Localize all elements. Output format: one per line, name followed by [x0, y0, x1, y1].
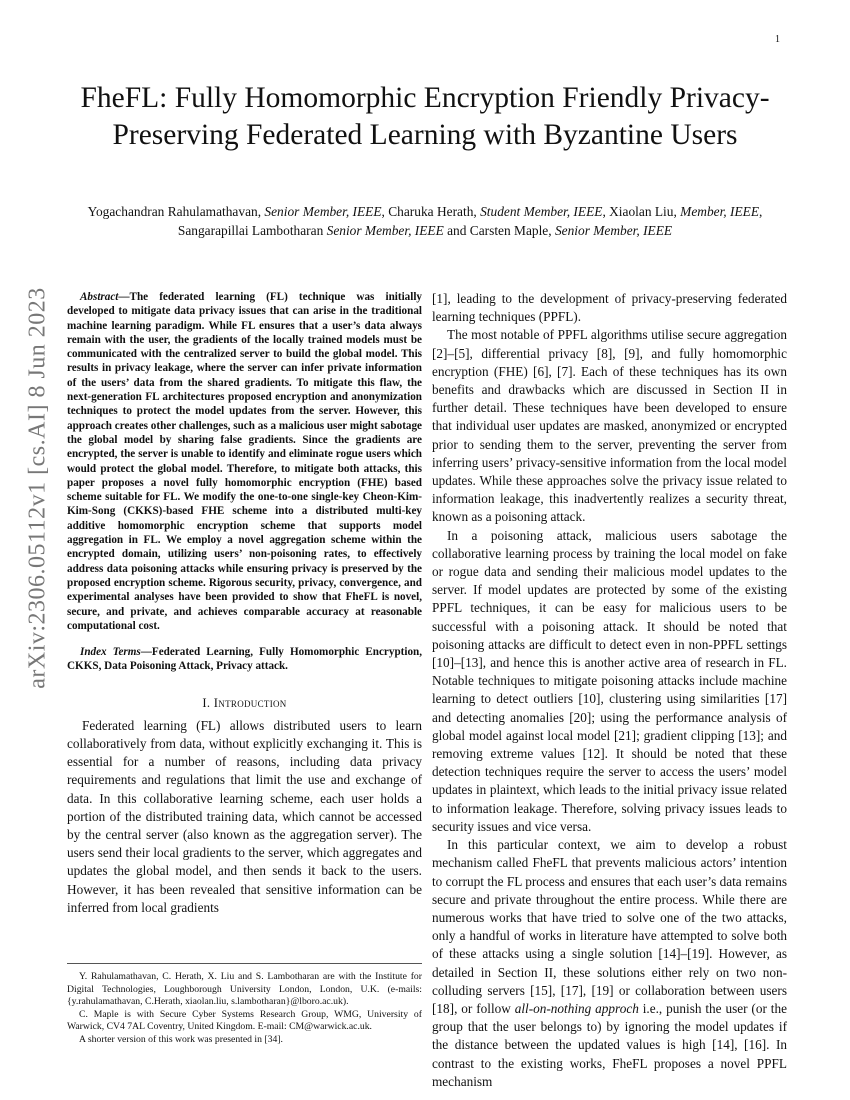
footnote-affiliation-1: Y. Rahulamathavan, C. Herath, X. Liu and S. Lambotharan are with the Institute for Digital Technologies, Loughborough University London, London, U.K. (e-mails: {y.rahulamathavan, C.Herath, xiaolan.liu, s.lambotharan}@lboro.ac.uk).: [67, 971, 422, 1008]
body-emphasis: all-on-nothing approch: [514, 1000, 639, 1016]
abstract-label: Abstract: [80, 291, 119, 303]
arxiv-stamp-text: arXiv:2306.05112v1 [cs.AI] 8 Jun 2023: [24, 287, 51, 689]
author-name: , Xiaolan Liu,: [602, 204, 681, 219]
author-name: and Carsten Maple,: [443, 223, 555, 238]
body-paragraph: In a poisoning attack, malicious users sabotage the collaborative learning process by training the local model on fake or rogue data and sending their malicious model updates to the server. If model updates are protected by some of the existing PPFL techniques, it can be easy for malicious users to be successful with a poisoning attack. It should be noted that poisoning attacks are difficult to detect even in non-PPFL settings [10]–[13], and hence this is another active area of research in FL. Notable techniques to mitigate poisoning attacks include machine learning to detect outliers [10], clustering using similarities [17] and detecting anomalies [20]; using the performance analysis of global model against local model [21]; gradient clipping [13]; and removing extreme values [12]. It should be noted that these detection techniques require the server to access the users’ model updates in plaintext, which leads to the initial privacy issue related to information leakage. Therefore, solving privacy issues leads to security issues and vice versa.: [432, 527, 787, 834]
author-role: Student Member, IEEE: [480, 204, 603, 219]
paper-title: FheFL: Fully Homomorphic Encryption Friendly Privacy-Preserving Federated Learning with Byzantine Users: [80, 82, 770, 151]
footnote-shorter-version: A shorter version of this work was presented in [34].: [79, 1033, 283, 1045]
author-role: Senior Member, IEEE: [554, 223, 673, 238]
author-list: [72, 202, 778, 240]
body-paragraph: [432, 836, 787, 1091]
body-paragraph: The most notable of PPFL algorithms utilise secure aggregation [2]–[5], differential privacy [8], [9], and fully homomorphic encryption (FHE) [6], [7]. Each of these techniques has its own benefits and drawbacks which are discussed in Section II in further detail. These techniques have been developed to ensure that individual user updates are masked, anonymized or encrypted prior to sending them to the server, preventing the server from inferring users’ privacy-sensitive information from the local model updates. While these approaches solve the privacy issue related to information leakage, this inadvertently realizes a security threat, known as a poisoning attack.: [432, 327, 787, 525]
abstract-text: —The federated learning (FL) technique was initially developed to mitigate data privacy issues that can arise in the traditional machine learning paradigm. While FL ensures that a user’s data always remain with the user, the gradients of the locally trained models must be communicated with the centralized server to build the global model. This results in privacy leakage, where the server can infer private information of the users’ data from the shared gradients. To mitigate this flaw, the next-generation FL architectures proposed encryption and anonymization techniques to protect the model updates from the server. However, this approach creates other challenges, such as a malicious user might sabotage the global model by sharing false gradients. Since the gradients are encrypted, the server is unable to identify and eliminate rogue users which would protect the global model. Therefore, to mitigate both attacks, this paper proposes a novel fully homomorphic encryption (FHE) based scheme suitable for FL. We modify the one-to-one single-key Cheon-Kim-Kim-Song (CKKS)-based FHE scheme into a distributed multi-key additive homomorphic encryption scheme that supports model aggregation in FL. We employ a novel aggregation scheme within the encrypted domain, utilizing users’ non-poisoning rates, to effectively address data poisoning attacks while ensuring privacy is preserved by the proposed encryption scheme. Rigorous security, privacy, convergence, and experimental analyses have been provided to show that FheFL is novel, secure, and private, and achieves comparable accuracy at reasonable computational cost.: [67, 291, 422, 632]
index-terms-label: Index Terms: [80, 646, 141, 659]
index-terms: [67, 645, 422, 674]
page-number: 1: [775, 34, 780, 45]
author-name: , Sangarapillai Lambotharan: [177, 204, 763, 238]
body-paragraph: [1], leading to the development of privacy-preserving federated learning techniques (PPFL).: [432, 291, 787, 325]
footnotes: [67, 963, 422, 1047]
abstract: [67, 290, 422, 633]
author-name: , Charuka Herath,: [381, 204, 481, 219]
author-name: Yogachandran Rahulamathavan,: [87, 204, 265, 219]
index-terms-text: —Federated Learning, Fully Homomorphic Encryption, CKKS, Data Poisoning Attack, Privacy attack.: [67, 646, 422, 673]
author-role: Senior Member, IEEE: [326, 223, 444, 238]
intro-paragraph: Federated learning (FL) allows distributed users to learn collaboratively from data, without explicitly exchanging it. This is essential for a number of reasons, including data privacy requirements and regulations that limit the use and exchange of data. In this collaborative learning scheme, each user holds a portion of the distributed training data, which cannot be accessed by the central server (also known as the aggregation server). The users send their local gradients to the server, which aggregates and updates the global model, and then sends it back to the users. However, it has been revealed that sensitive information can be inferred from local gradients: [67, 717, 422, 915]
body-text: In this particular context, we aim to develop a robust mechanism called FheFL that prevents malicious actors’ intention to corrupt the FL process and ensures that each user’s data remains secure and private throughout the entire process. While there are numerous works that have tried to solve one of the two attacks, only a handful of works in literature have attempted to solve both of these attacks using a single solution [14]–[19]. However, as detailed in Section II, these solutions either rely on two non-colluding servers [15], [17], [19] or collaboration between users [18], or follow: [432, 837, 787, 1016]
author-role: Member, IEEE: [680, 204, 759, 219]
right-column: [432, 290, 787, 1091]
section-heading: I. Introduction: [202, 695, 287, 710]
author-role: Senior Member, IEEE: [264, 204, 382, 219]
left-column: [67, 290, 422, 917]
arxiv-stamp: [20, 0, 56, 1100]
body-text: i.e., punish the user (or the group that the user belongs to) by ignoring the model updates if the distance between the updated values is high [14], [16]. In contrast to the existing works, FheFL proposes a novel PPFL mechanism: [432, 1000, 787, 1089]
footnote-affiliation-2: C. Maple is with Secure Cyber Systems Research Group, WMG, University of Warwick, CV4 7AL Coventry, United Kingdom. E-mail: CM@warwick.ac.uk.: [67, 1008, 422, 1033]
